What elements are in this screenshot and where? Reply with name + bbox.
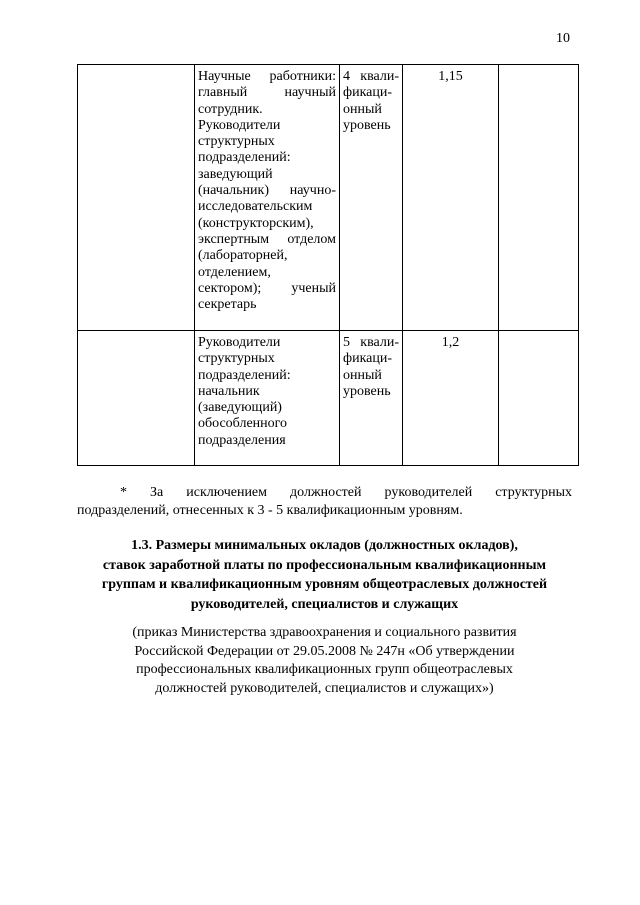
level-line: онный xyxy=(343,367,382,383)
heading-line: ставок заработной платы по профессиональным квалификационным xyxy=(102,557,547,573)
position-line: структурных xyxy=(198,351,275,367)
order-line: (приказ Министерства здравоохранения и социального развития xyxy=(132,625,517,640)
order-line: должностей руководителей, специалистов и служащих») xyxy=(155,680,494,696)
section-heading xyxy=(77,536,572,614)
salary-cell xyxy=(499,65,579,331)
footnote-line: подразделений, отнесенных к 3 - 5 квалификационным уровням. xyxy=(77,503,463,518)
position-line: структурных xyxy=(198,134,275,150)
level-line: уровень xyxy=(343,117,391,133)
position-line: отделением, xyxy=(198,264,271,280)
footnote xyxy=(77,484,572,520)
position-line: экспертным отделом xyxy=(198,231,336,247)
position-line: секретарь xyxy=(198,297,257,313)
coefficient-cell: 1,2 xyxy=(403,331,499,466)
position-line: подразделения xyxy=(198,432,286,448)
order-line: профессиональных квалификационных групп общеотраслевых xyxy=(136,662,513,677)
order-reference xyxy=(77,624,572,698)
level-line: 4 квали- xyxy=(343,69,399,84)
footnote-line: * За исключением должностей руководителей структурных xyxy=(120,485,572,500)
heading-line: 1.3. Размеры минимальных окладов (должностных окладов), xyxy=(131,538,518,553)
level-line: уровень xyxy=(343,383,391,399)
position-line: главный научный xyxy=(198,85,336,101)
position-line: подразделений: xyxy=(198,150,291,166)
position-cell xyxy=(195,65,340,331)
position-line: (начальник) научно- xyxy=(198,183,336,199)
position-line: Руководители xyxy=(198,335,281,350)
level-line: 5 квали- xyxy=(343,335,399,350)
position-line: обособленного xyxy=(198,416,288,432)
position-line: сотрудник. xyxy=(198,101,263,117)
position-line: (заведующий) xyxy=(198,400,282,416)
page-number: 10 xyxy=(556,31,570,46)
salary-cell xyxy=(499,331,579,466)
salary-table xyxy=(77,64,579,466)
level-line: фикаци- xyxy=(343,85,393,101)
position-line: Научные работники: xyxy=(198,69,336,84)
position-line: Руководители xyxy=(198,117,281,133)
qualification-level-cell xyxy=(340,331,403,466)
heading-line: группам и квалификационным уровням общеотраслевых должностей xyxy=(101,577,548,592)
table-row xyxy=(78,65,579,331)
position-line: исследовательским xyxy=(198,199,313,215)
position-cell xyxy=(195,331,340,466)
table-row xyxy=(78,331,579,466)
position-line: сектором); ученый xyxy=(198,280,336,296)
order-line: Российской Федерации от 29.05.2008 № 247н «Об утверждении xyxy=(134,643,515,659)
qualification-level-cell xyxy=(340,65,403,331)
position-line: (конструкторским), xyxy=(198,215,314,231)
position-line: (лабораторней, xyxy=(198,248,288,264)
coefficient-cell: 1,15 xyxy=(403,65,499,331)
position-line: подразделений: xyxy=(198,367,291,383)
group-cell xyxy=(78,331,195,466)
position-line: начальник xyxy=(198,383,260,399)
group-cell xyxy=(78,65,195,331)
heading-line: руководителей, специалистов и служащих xyxy=(190,596,459,612)
level-line: фикаци- xyxy=(343,351,393,367)
position-line: заведующий xyxy=(198,166,273,182)
level-line: онный xyxy=(343,101,382,117)
